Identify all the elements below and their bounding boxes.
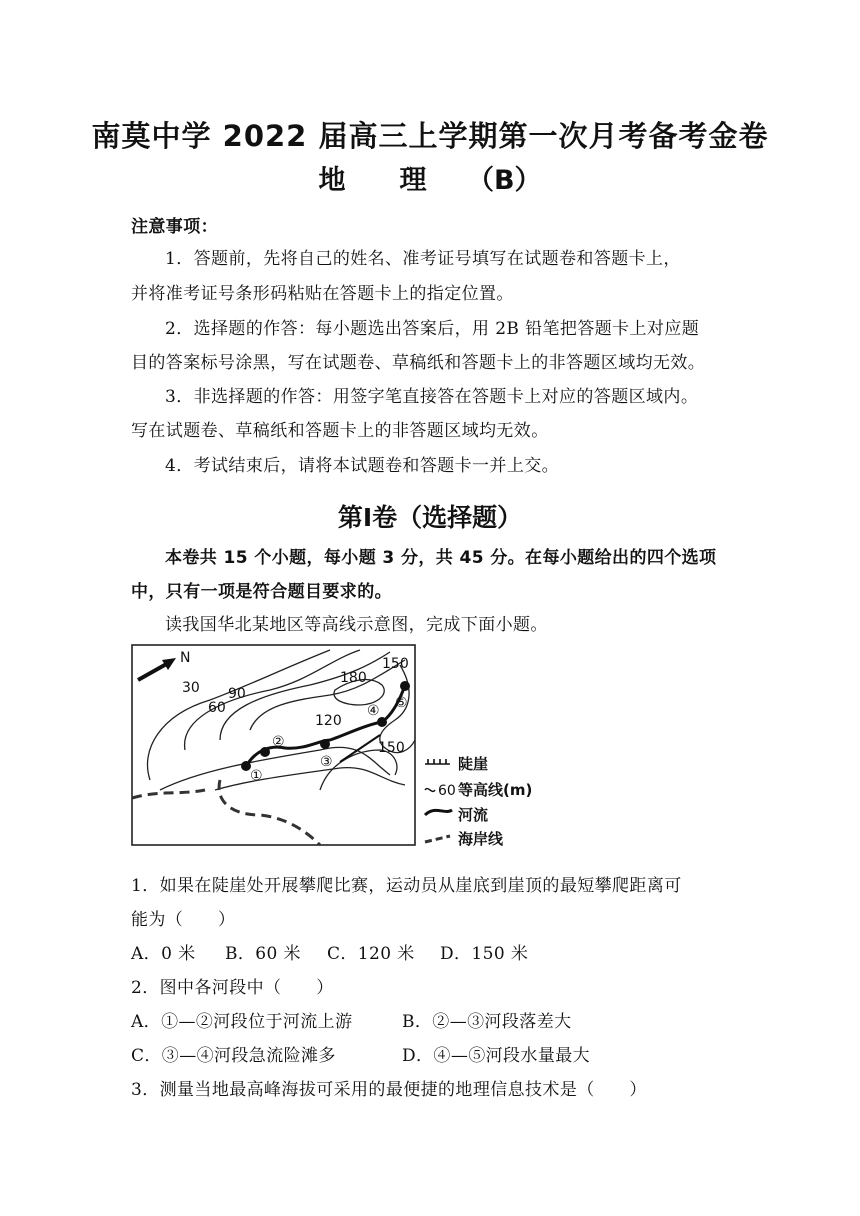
q1-option-c: C．120 米: [327, 944, 415, 964]
point-label-3: ③: [320, 754, 333, 770]
legend-contour: 等高线(m): [458, 781, 533, 799]
notice-line-5: 3．非选择题的作答：用签字笔直接答在答题卡上对应的答题区域内。: [165, 387, 699, 407]
legend-cliff: 陡崖: [458, 755, 489, 773]
section-intro-2: 中，只有一项是符合题目要求的。: [131, 582, 392, 602]
notice-line-2: 并将准考证号条形码粘贴在答题卡上的指定位置。: [131, 284, 514, 304]
contour-label-150-top: 150: [382, 656, 409, 672]
legend-river: 河流: [458, 806, 489, 824]
subject-line: 地 理 （B）: [318, 165, 542, 196]
q2-option-c: C．③—④河段急流险滩多: [131, 1046, 336, 1066]
point-label-5: ⑤: [395, 695, 408, 711]
q2-option-d: D．④—⑤河段水量最大: [402, 1046, 591, 1066]
contour-map: [120, 640, 550, 855]
q1-stem-2: 能为（ ）: [131, 910, 236, 930]
q3-stem: 3．测量当地最高峰海拔可采用的最便捷的地理信息技术是（ ）: [131, 1080, 647, 1100]
map-prompt: 读我国华北某地区等高线示意图，完成下面小题。: [165, 615, 548, 635]
map-legend: [425, 755, 532, 848]
section-intro-1: 本卷共 15 个小题，每小题 3 分，共 45 分。在每小题给出的四个选项: [165, 548, 717, 568]
exam-title: 南莫中学 2022 届高三上学期第一次月考备考金卷: [91, 119, 769, 153]
section-title: 第Ⅰ卷（选择题）: [337, 503, 523, 532]
contour-label-30: 30: [182, 680, 200, 696]
q1-stem-1: 1．如果在陡崖处开展攀爬比赛，运动员从崖底到崖顶的最短攀爬距离可: [131, 876, 682, 896]
contour-label-120: 120: [315, 713, 342, 729]
notice-line-1: 1．答题前，先将自己的姓名、准考证号填写在试题卷和答题卡上，: [165, 249, 681, 269]
legend-contour-sample: 60: [438, 783, 456, 799]
q2-option-b: B．②—③河段落差大: [402, 1012, 572, 1032]
q1-option-b: B．60 米: [225, 944, 301, 964]
contour-label-90: 90: [228, 686, 246, 702]
point-label-2: ②: [272, 734, 285, 750]
notice-line-6: 写在试题卷、草稿纸和答题卡上的非答题区域均无效。: [131, 421, 549, 441]
q2-stem: 2．图中各河段中（ ）: [131, 978, 334, 998]
cliff-mark: [340, 735, 380, 762]
point-label-1: ①: [250, 768, 263, 784]
contour-label-150-bottom: 150: [378, 740, 405, 756]
q1-option-d: D．150 米: [440, 944, 529, 964]
notice-line-3: 2．选择题的作答：每小题选出答案后，用 2B 铅笔把答题卡上对应题: [165, 319, 700, 339]
point-label-4: ④: [367, 703, 380, 719]
notice-line-4: 目的答案标号涂黑，写在试题卷、草稿纸和答题卡上的非答题区域均无效。: [131, 353, 706, 373]
contour-lines: [148, 650, 416, 790]
contour-label-60: 60: [208, 700, 226, 716]
north-label: N: [180, 650, 191, 666]
notice-line-7: 4．考试结束后，请将本试题卷和答题卡一并上交。: [165, 456, 560, 476]
q1-option-a: A．0 米: [131, 944, 196, 964]
north-arrow: [138, 658, 176, 680]
legend-coast: 海岸线: [458, 830, 504, 848]
q2-option-a: A．①—②河段位于河流上游: [131, 1012, 353, 1032]
contour-label-180: 180: [340, 670, 367, 686]
notice-heading: 注意事项：: [131, 217, 218, 237]
